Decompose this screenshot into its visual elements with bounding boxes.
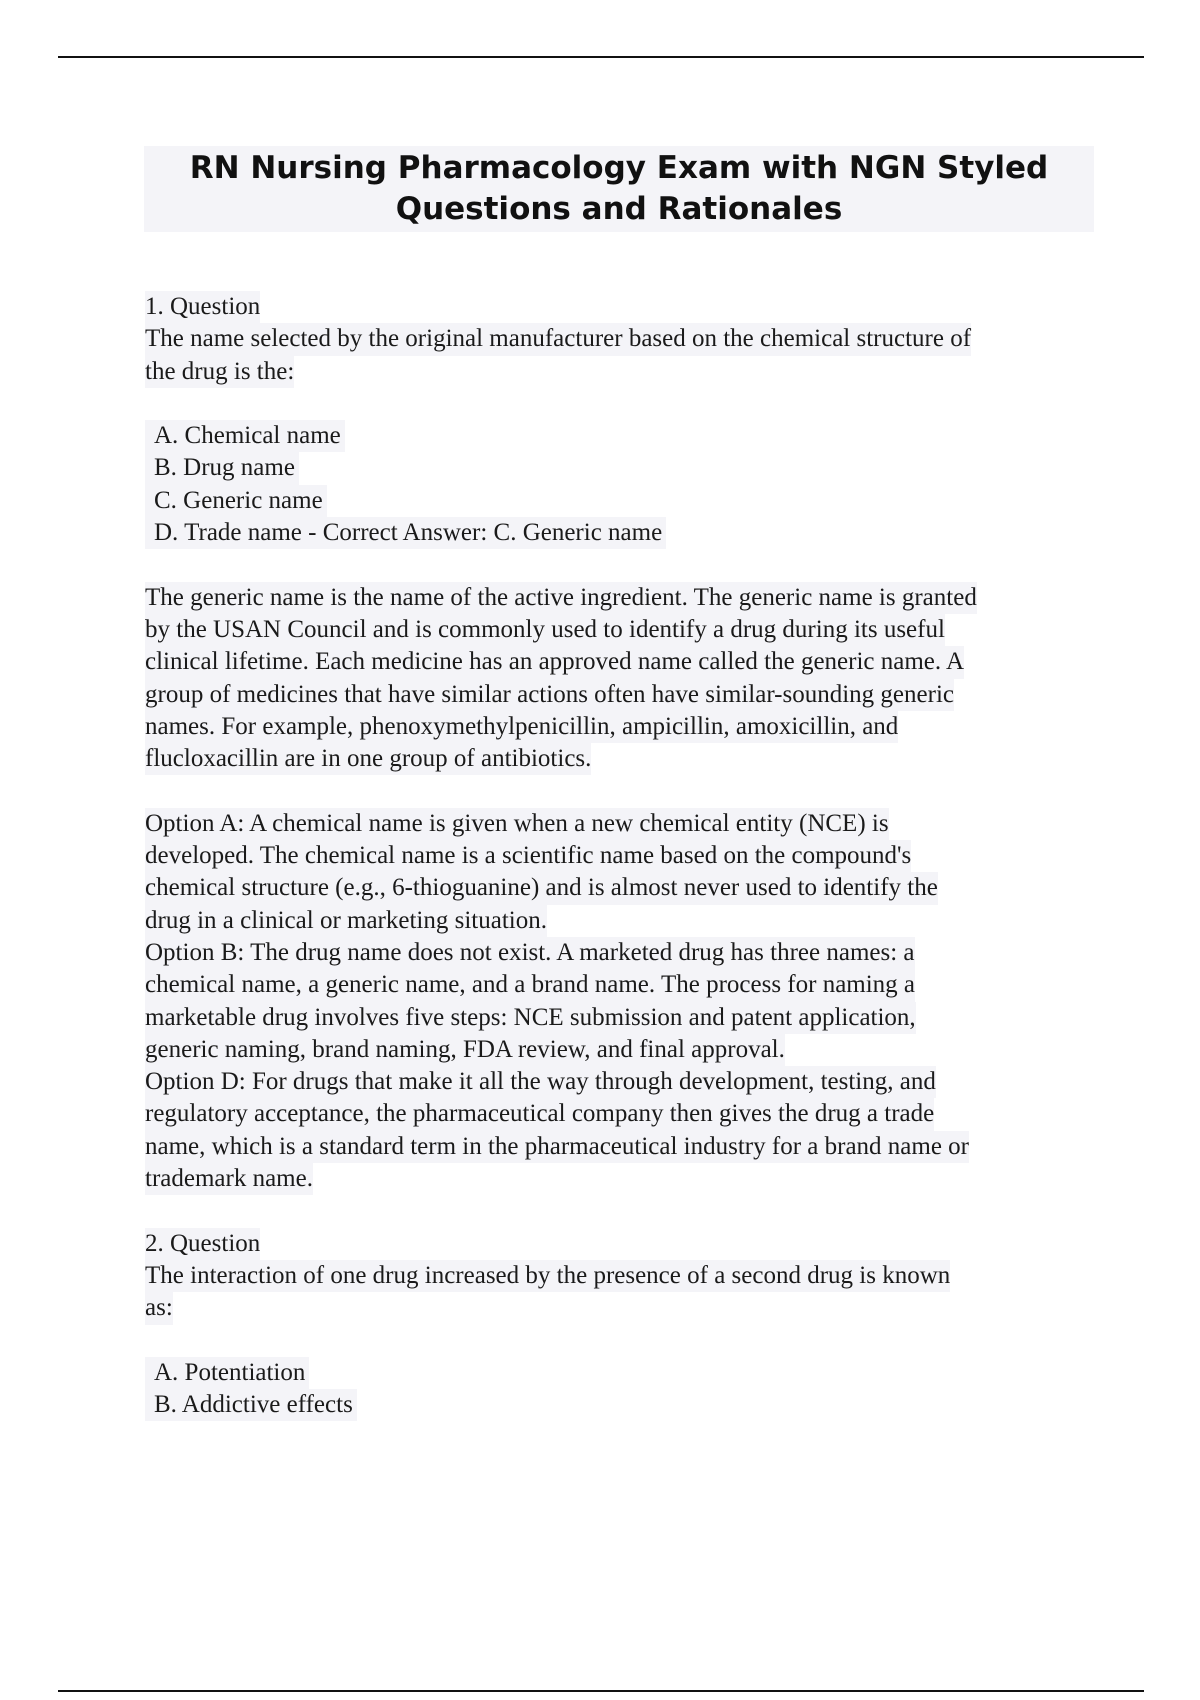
question-1-option-b: B. Drug name — [145, 452, 299, 484]
rationale-line: group of medicines that have similar actions often have similar-sounding generic — [145, 679, 954, 711]
question-1-stem-line-1: The name selected by the original manufacturer based on the chemical structure of — [145, 323, 971, 355]
option-rationale-line: Option D: For drugs that make it all the way through development, testing, and — [145, 1066, 936, 1098]
question-2-heading: 2. Question — [145, 1228, 260, 1260]
question-2-option-b: B. Addictive effects — [145, 1389, 357, 1421]
option-rationale-line: Option B: The drug name does not exist. A marketed drug has three names: a — [145, 937, 915, 969]
title-line-2: Questions and Rationales — [395, 191, 843, 227]
top-rule — [58, 56, 1144, 58]
option-rationale-line: marketable drug involves five steps: NCE submission and patent application, — [145, 1002, 916, 1034]
option-rationale-line: name, which is a standard term in the pharmaceutical industry for a brand name or — [145, 1131, 969, 1163]
question-1-option-a: A. Chemical name — [145, 420, 345, 452]
question-2-stem-line-1: The interaction of one drug increased by the presence of a second drug is known — [145, 1260, 950, 1292]
rationale-line: names. For example, phenoxymethylpenicillin, ampicillin, amoxicillin, and — [145, 711, 898, 743]
option-rationale-line: Option A: A chemical name is given when a new chemical entity (NCE) is — [145, 808, 889, 840]
question-1-options — [145, 420, 1095, 549]
option-rationale-line: regulatory acceptance, the pharmaceutical company then gives the drug a trade — [145, 1098, 934, 1130]
option-rationale-line: chemical structure (e.g., 6-thioguanine) and is almost never used to identify the — [145, 872, 938, 904]
title-line-1: RN Nursing Pharmacology Exam with NGN Styled — [189, 150, 1049, 186]
document-body — [145, 291, 1095, 1421]
question-2 — [145, 1228, 1095, 1325]
option-rationale-line: chemical name, a generic name, and a brand name. The process for naming a — [145, 969, 915, 1001]
question-1-heading: 1. Question — [145, 291, 260, 323]
bottom-rule — [58, 1690, 1144, 1692]
option-rationale-line: developed. The chemical name is a scientific name based on the compound's — [145, 840, 911, 872]
question-1-rationale — [145, 582, 1095, 776]
question-1-option-d-answer: D. Trade name - Correct Answer: C. Generic name — [145, 517, 666, 549]
question-2-option-a: A. Potentiation — [145, 1357, 309, 1389]
option-rationale-line: generic naming, brand naming, FDA review, and final approval. — [145, 1034, 785, 1066]
question-1 — [145, 291, 1095, 388]
page-title — [144, 146, 1094, 232]
rationale-line: clinical lifetime. Each medicine has an approved name called the generic name. A — [145, 646, 964, 678]
option-rationale-line: drug in a clinical or marketing situation. — [145, 905, 547, 937]
rationale-line: flucloxacillin are in one group of antibiotics. — [145, 743, 591, 775]
rationale-line: by the USAN Council and is commonly used to identify a drug during its useful — [145, 614, 945, 646]
option-rationale-line: trademark name. — [145, 1163, 313, 1195]
question-2-options — [145, 1357, 1095, 1422]
question-1-option-c: C. Generic name — [145, 485, 327, 517]
rationale-line: The generic name is the name of the active ingredient. The generic name is granted — [145, 582, 977, 614]
question-1-stem-line-2: the drug is the: — [145, 356, 294, 388]
question-1-option-rationales — [145, 808, 1095, 1196]
question-2-stem-line-2: as: — [145, 1292, 173, 1324]
